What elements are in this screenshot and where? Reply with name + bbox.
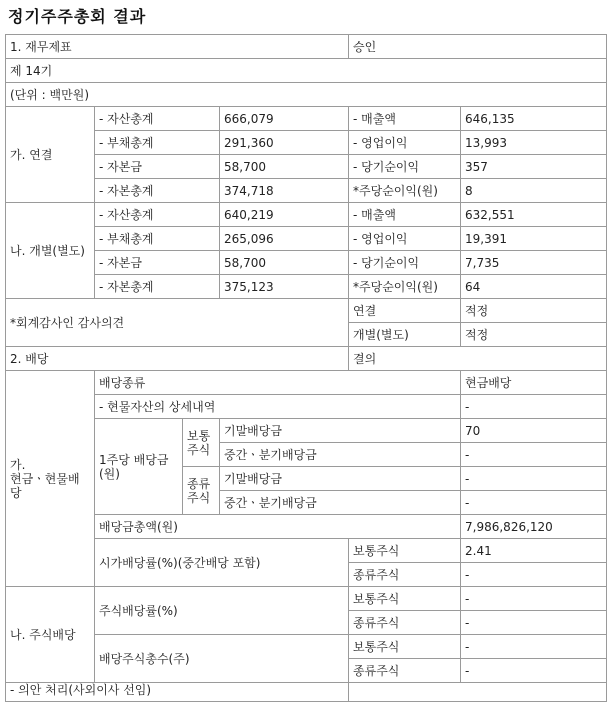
dividend-yield-label: 시가배당률(%)(중간배당 포함) — [95, 539, 349, 587]
separate-label: 나. 개별(별도) — [6, 203, 95, 299]
table-row — [6, 635, 607, 659]
item-value: - — [461, 491, 607, 515]
item-value: 666,079 — [220, 107, 349, 131]
item-name: 종류주식 — [349, 659, 461, 683]
item-value: 13,993 — [461, 131, 607, 155]
item-value: - — [461, 563, 607, 587]
item-value: 현금배당 — [461, 371, 607, 395]
item-name: - 자본총계 — [95, 275, 220, 299]
table-row — [6, 539, 607, 563]
item-name: - 부채총계 — [95, 227, 220, 251]
unit-note: (단위 : 백만원) — [6, 83, 607, 107]
item-name: 기말배당금 — [220, 419, 461, 443]
table-row — [6, 371, 607, 395]
table-row — [6, 683, 607, 702]
item-value: 640,219 — [220, 203, 349, 227]
item-name: - 영업이익 — [349, 131, 461, 155]
item-value: 375,123 — [220, 275, 349, 299]
item-value: - — [461, 611, 607, 635]
table-row — [6, 299, 607, 323]
table-row — [6, 59, 607, 83]
table-row — [6, 251, 607, 275]
item-name: - 부채총계 — [95, 131, 220, 155]
audit-opinion-label: *회계감사인 감사의견 — [6, 299, 349, 347]
item-name: 배당금총액(원) — [95, 515, 461, 539]
item-name: - 자본금 — [95, 155, 220, 179]
fiscal-period: 제 14기 — [6, 59, 607, 83]
item-name: 중간ㆍ분기배당금 — [220, 491, 461, 515]
item-name: - 자산총계 — [95, 203, 220, 227]
audit-item-name: 연결 — [349, 299, 461, 323]
table-row — [6, 347, 607, 371]
item-name: - 자본금 — [95, 251, 220, 275]
item-value: 58,700 — [220, 251, 349, 275]
item-name: *주당순이익(원) — [349, 179, 461, 203]
table-row — [6, 107, 607, 131]
item-name: - 매출액 — [349, 107, 461, 131]
item-value: 646,135 — [461, 107, 607, 131]
item-name: - 매출액 — [349, 203, 461, 227]
item-value: 632,551 — [461, 203, 607, 227]
item-name: 종류주식 — [349, 611, 461, 635]
item-value: 7,735 — [461, 251, 607, 275]
consolidated-label: 가. 연결 — [6, 107, 95, 203]
item-name: - 영업이익 — [349, 227, 461, 251]
item-value: - — [461, 443, 607, 467]
stock-dividend-ratio-label: 주식배당률(%) — [95, 587, 349, 635]
item-value: 374,718 — [220, 179, 349, 203]
item-value: 70 — [461, 419, 607, 443]
item-name: - 당기순이익 — [349, 251, 461, 275]
item-value: - — [461, 467, 607, 491]
preferred-stock-label: 종류주식 — [183, 467, 220, 515]
table-row — [6, 155, 607, 179]
agm-result-table — [5, 34, 607, 702]
item-name: - 당기순이익 — [349, 155, 461, 179]
item-value: 64 — [461, 275, 607, 299]
table-row — [6, 35, 607, 59]
item-name: *주당순이익(원) — [349, 275, 461, 299]
table-row — [6, 515, 607, 539]
dividend-label: 2. 배당 — [6, 347, 349, 371]
item-name: - 자산총계 — [95, 107, 220, 131]
per-share-dividend-label: 1주당 배당금(원) — [95, 419, 183, 515]
table-row — [6, 83, 607, 107]
stock-dividend-count-label: 배당주식총수(주) — [95, 635, 349, 683]
item-name: 종류주식 — [349, 563, 461, 587]
table-row — [6, 227, 607, 251]
financial-statements-label: 1. 재무제표 — [6, 35, 349, 59]
item-name: - 현물자산의 상세내역 — [95, 395, 461, 419]
item-name: 중간ㆍ분기배당금 — [220, 443, 461, 467]
audit-item-name: 개별(별도) — [349, 323, 461, 347]
cash-dividend-label: 가. 현금ㆍ현물배당 — [6, 371, 95, 587]
table-row — [6, 131, 607, 155]
table-row — [6, 395, 607, 419]
item-value: 357 — [461, 155, 607, 179]
next-section-label: - 의안 처리(사외이사 선임) — [6, 683, 349, 702]
table-row — [6, 587, 607, 611]
financial-statements-result: 승인 — [349, 35, 607, 59]
item-name: 기말배당금 — [220, 467, 461, 491]
item-value: - — [461, 587, 607, 611]
item-value: 2.41 — [461, 539, 607, 563]
item-value: 291,360 — [220, 131, 349, 155]
item-name: - 자본총계 — [95, 179, 220, 203]
audit-item-value: 적정 — [461, 299, 607, 323]
table-row — [6, 203, 607, 227]
item-value: 265,096 — [220, 227, 349, 251]
dividend-result: 결의 — [349, 347, 607, 371]
item-name: 보통주식 — [349, 635, 461, 659]
item-value: 7,986,826,120 — [461, 515, 607, 539]
table-row — [6, 275, 607, 299]
stock-dividend-label: 나. 주식배당 — [6, 587, 95, 683]
page-title: 정기주주총회 결과 — [8, 7, 147, 26]
audit-item-value: 적정 — [461, 323, 607, 347]
item-name: 보통주식 — [349, 587, 461, 611]
item-value: - — [461, 659, 607, 683]
common-stock-label: 보통주식 — [183, 419, 220, 467]
item-value: 58,700 — [220, 155, 349, 179]
next-section-value — [349, 683, 607, 702]
item-value: 19,391 — [461, 227, 607, 251]
item-value: 8 — [461, 179, 607, 203]
item-value: - — [461, 395, 607, 419]
table-row — [6, 179, 607, 203]
table-row — [6, 419, 607, 443]
item-name: 보통주식 — [349, 539, 461, 563]
item-value: - — [461, 635, 607, 659]
item-name: 배당종류 — [95, 371, 461, 395]
